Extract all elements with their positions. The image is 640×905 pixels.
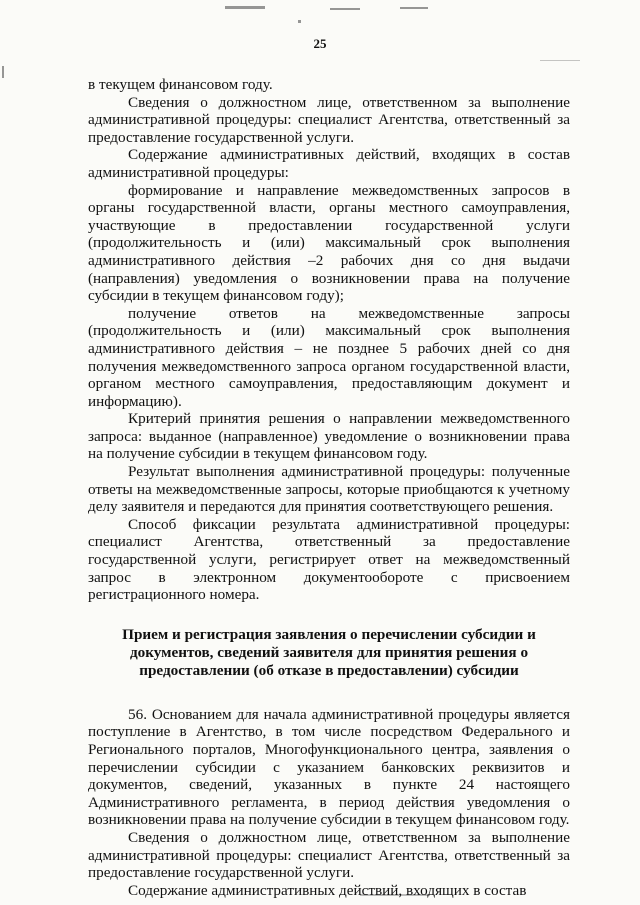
paragraph: 56. Основанием для начала административной процедуры является поступление в Агентство, в том числе посредством Федерального и Регионального порталов, Многофункционального центра, заявления о перечислении субсидии с указанием банковских реквизитов и документов, сведений, указанных в пункте 24 настоящего Административного регламента, в период действия уведомления о возникновении права на получение субсидии в текущем финансовом году.: [88, 705, 570, 829]
scan-artifact: [330, 8, 360, 10]
scan-artifact: [298, 20, 301, 23]
scan-artifact: [2, 66, 4, 78]
paragraph: Сведения о должностном лице, ответственном за выполнение административной процедуры: специалист Агентства, ответственный за предоставление государственной услуги.: [88, 93, 570, 146]
paragraphs-before: [88, 76, 570, 604]
document-body: [88, 76, 570, 899]
paragraph: в текущем финансовом году.: [88, 76, 273, 93]
paragraph: Результат выполнения административной процедуры: полученные ответы на межведомственные запросы, которые приобщаются к учетному делу заявителя и передаются для принятия соответствующего решения.: [88, 463, 570, 516]
scan-artifact: [540, 60, 580, 61]
scan-artifact: [225, 6, 265, 9]
scan-artifact: [400, 7, 428, 9]
page-number: 25: [313, 36, 327, 51]
paragraph: Содержание административных действий, входящих в состав: [128, 881, 527, 899]
paragraphs-after: [88, 706, 570, 900]
paragraph: Способ фиксации результата административной процедуры: специалист Агентства, ответственный за предоставление государственной услуги, регистрирует ответ на межведомственный запрос в электронном документообороте с присвоением регистрационного номера.: [88, 515, 570, 604]
paragraph: Содержание административных действий, входящих в состав административной процедуры:: [88, 146, 570, 181]
paragraph: получение ответов на межведомственные запросы (продолжительность и (или) максимальный срок выполнения административного действия – не позднее 5 рабочих дней со дня получения межведомственного запроса органом государственной власти, органом местного самоуправления, предоставляющим документ и информацию).: [88, 304, 570, 410]
paragraph: Критерий принятия решения о направлении межведомственного запроса: выданное (направленное) уведомление о возникновении права на получение субсидии в текущем финансовом году.: [88, 410, 570, 463]
paragraph: Сведения о должностном лице, ответственном за выполнение административной процедуры: специалист Агентства, ответственный за предоставление государственной услуги.: [88, 828, 570, 882]
paragraph: формирование и направление межведомственных запросов в органы государственной власти, органы местного самоуправления, участвующие в предоставлении государственной услуги (продолжительность и (или) максимальный срок выполнения административного действия –2 рабочих дня со дня выдачи (направления) уведомления о возникновении права на получение субсидии в текущем финансовом году);: [88, 181, 570, 305]
section-heading: Прием и регистрация заявления о перечислении субсидии и документов, сведений заявителя для принятия решения о предоставлении (об отказе в предоставлении) субсидии: [122, 625, 536, 679]
